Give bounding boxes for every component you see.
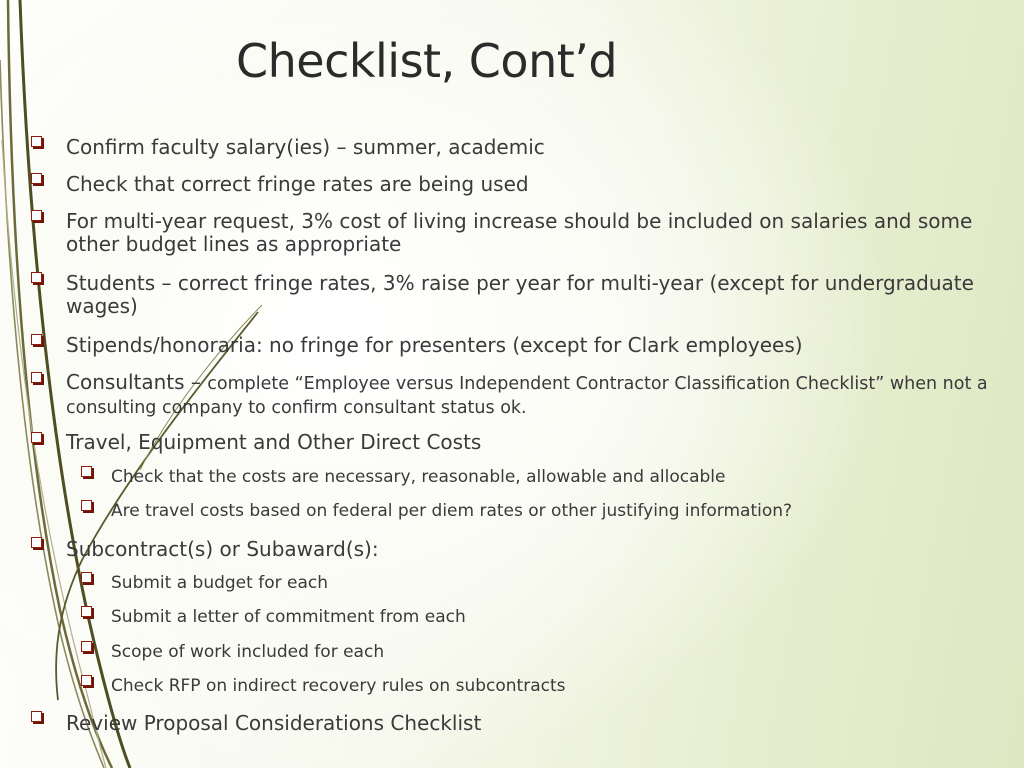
checklist-item-students: Students – correct fringe rates, 3% raise per year for multi-year (except for undergraduate wages) (66, 271, 974, 318)
checkbox-bullet-icon (81, 466, 92, 477)
sub-item-letter: Submit a letter of commitment from each (111, 607, 466, 627)
sub-item-scope: Scope of work included for each (111, 642, 385, 662)
checklist-item-consultants (66, 371, 996, 419)
checkbox-bullet-icon (81, 641, 92, 652)
checklist-item-multi-year: For multi-year request, 3% cost of living increase should be included on salaries and some other budget lines as appropriate (66, 209, 973, 256)
checkbox-bullet-icon (31, 432, 42, 443)
checkbox-bullet-icon (31, 272, 42, 283)
checklist-item-stipends: Stipends/honoraria: no fringe for presenters (except for Clark employees) (66, 333, 803, 357)
checklist-item-travel: Travel, Equipment and Other Direct Costs (66, 430, 482, 454)
checkbox-bullet-icon (31, 537, 42, 548)
checkbox-bullet-icon (81, 500, 92, 511)
checkbox-bullet-icon (31, 210, 42, 221)
checklist-item-faculty-salary: Confirm faculty salary(ies) – summer, academic (66, 135, 545, 159)
checkbox-bullet-icon (81, 572, 92, 583)
checklist-item-subcontracts: Subcontract(s) or Subaward(s): (66, 537, 379, 561)
checkbox-bullet-icon (31, 173, 42, 184)
consultants-lead: Consultants – (66, 370, 208, 394)
checkbox-bullet-icon (81, 675, 92, 686)
sub-item-budget: Submit a budget for each (111, 573, 328, 593)
checkbox-bullet-icon (31, 711, 42, 722)
checklist-item-review: Review Proposal Considerations Checklist (66, 711, 482, 735)
sub-item-rfp: Check RFP on indirect recovery rules on subcontracts (111, 676, 566, 696)
sub-item-travel-per-diem: Are travel costs based on federal per diem rates or other justifying information? (111, 501, 793, 521)
checkbox-bullet-icon (31, 334, 42, 345)
consultants-detail: complete “Employee versus Independent Contractor Classification Checklist” when not a consulting company to confirm consultant status ok. (66, 374, 988, 418)
sub-item-costs-check: Check that the costs are necessary, reasonable, allowable and allocable (111, 467, 726, 487)
checkbox-bullet-icon (31, 136, 42, 147)
checkbox-bullet-icon (81, 606, 92, 617)
checkbox-bullet-icon (31, 372, 42, 383)
checklist-item-fringe-rates: Check that correct fringe rates are being used (66, 172, 529, 196)
slide-title: Checklist, Cont’d (236, 34, 618, 88)
